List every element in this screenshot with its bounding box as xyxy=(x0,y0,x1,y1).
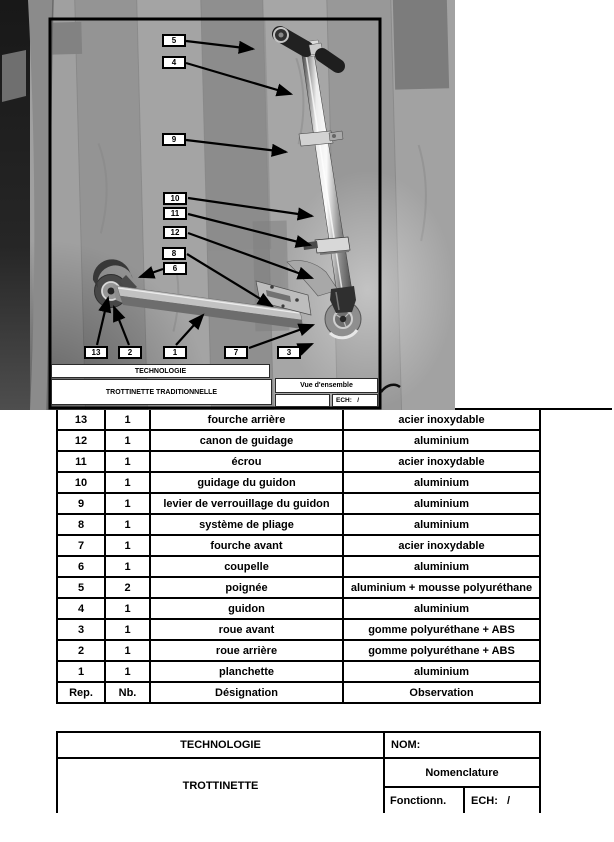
cell-designation: coupelle xyxy=(150,556,343,577)
cell-rep: 1 xyxy=(57,661,105,682)
callout-13: 13 xyxy=(84,346,108,359)
callout-12: 12 xyxy=(163,226,187,239)
cell-designation: canon de guidage xyxy=(150,430,343,451)
title-block-name-label: NOM: xyxy=(391,739,421,751)
title-block xyxy=(56,731,541,813)
cell-nb: 1 xyxy=(105,472,150,493)
table-row xyxy=(57,493,540,514)
cell-designation: guidage du guidon xyxy=(150,472,343,493)
cell-observation: aluminium + mousse polyuréthane xyxy=(343,577,540,598)
table-row xyxy=(57,661,540,682)
cell-observation: aluminium xyxy=(343,430,540,451)
cell-designation: levier de verrouillage du guidon xyxy=(150,493,343,514)
cell-nb: 1 xyxy=(105,598,150,619)
table-row xyxy=(57,472,540,493)
cell-observation: aluminium xyxy=(343,556,540,577)
cell-observation: acier inoxydable xyxy=(343,451,540,472)
cell-designation: écrou xyxy=(150,451,343,472)
table-row xyxy=(57,556,540,577)
callout-9: 9 xyxy=(162,133,186,146)
callout-11: 11 xyxy=(163,207,187,220)
cell-designation: roue arrière xyxy=(150,640,343,661)
cell-nb: 1 xyxy=(105,535,150,556)
cell-nb: 2 xyxy=(105,577,150,598)
table-row xyxy=(57,577,540,598)
cell-designation: système de pliage xyxy=(150,514,343,535)
cell-designation: poignée xyxy=(150,577,343,598)
callout-10: 10 xyxy=(163,192,187,205)
photo-title-course: TECHNOLOGIE xyxy=(51,364,270,378)
header-observation: Observation xyxy=(343,682,540,703)
cell-designation: planchette xyxy=(150,661,343,682)
cell-designation: roue avant xyxy=(150,619,343,640)
cell-rep: 10 xyxy=(57,472,105,493)
callout-6: 6 xyxy=(163,262,187,275)
cell-nb: 1 xyxy=(105,640,150,661)
cell-rep: 5 xyxy=(57,577,105,598)
cell-rep: 11 xyxy=(57,451,105,472)
header-nb: Nb. xyxy=(105,682,150,703)
cell-rep: 4 xyxy=(57,598,105,619)
cell-nb: 1 xyxy=(105,661,150,682)
cell-nb: 1 xyxy=(105,430,150,451)
table-row xyxy=(57,619,540,640)
table-row xyxy=(57,598,540,619)
cell-observation: gomme polyuréthane + ABS xyxy=(343,619,540,640)
cell-observation: acier inoxydable xyxy=(343,409,540,430)
title-block-scale-label: ECH: / xyxy=(471,794,511,807)
table-row xyxy=(57,514,540,535)
title-block-doc-type: Nomenclature xyxy=(385,759,539,788)
cell-observation: aluminium xyxy=(343,598,540,619)
cell-observation: aluminium xyxy=(343,493,540,514)
cell-rep: 8 xyxy=(57,514,105,535)
cell-rep: 7 xyxy=(57,535,105,556)
scooter-photo xyxy=(0,0,455,410)
callout-5: 5 xyxy=(162,34,186,47)
cell-rep: 6 xyxy=(57,556,105,577)
title-block-function-label: Fonctionn. xyxy=(385,788,465,813)
title-block-course: TECHNOLOGIE xyxy=(58,733,385,757)
callout-2: 2 xyxy=(118,346,142,359)
table-row xyxy=(57,451,540,472)
cell-rep: 2 xyxy=(57,640,105,661)
callout-8: 8 xyxy=(162,247,186,260)
title-block-project: TROTTINETTE xyxy=(58,759,385,813)
cell-designation: fourche avant xyxy=(150,535,343,556)
cell-rep: 12 xyxy=(57,430,105,451)
table-row xyxy=(57,430,540,451)
cell-rep: 3 xyxy=(57,619,105,640)
table-row xyxy=(57,640,540,661)
callout-4: 4 xyxy=(162,56,186,69)
cell-nb: 1 xyxy=(105,619,150,640)
table-row xyxy=(57,535,540,556)
cell-observation: aluminium xyxy=(343,472,540,493)
cell-observation: aluminium xyxy=(343,514,540,535)
photo-blank-cell xyxy=(275,394,330,407)
header-rep: Rep. xyxy=(57,682,105,703)
cell-nb: 1 xyxy=(105,409,150,430)
cell-designation: fourche arrière xyxy=(150,409,343,430)
nomenclature-table xyxy=(56,408,541,704)
header-designation: Désignation xyxy=(150,682,343,703)
table-row xyxy=(57,409,540,430)
photo-view-label: Vue d'ensemble xyxy=(275,378,378,393)
photo-title-project: TROTTINETTE TRADITIONNELLE xyxy=(51,379,272,405)
cell-nb: 1 xyxy=(105,556,150,577)
cell-nb: 1 xyxy=(105,493,150,514)
callout-3: 3 xyxy=(277,346,301,359)
cell-rep: 13 xyxy=(57,409,105,430)
callout-7: 7 xyxy=(224,346,248,359)
cell-nb: 1 xyxy=(105,451,150,472)
cell-nb: 1 xyxy=(105,514,150,535)
cell-designation: guidon xyxy=(150,598,343,619)
cell-observation: acier inoxydable xyxy=(343,535,540,556)
photo-scale-label: ECH: / xyxy=(332,394,378,407)
cell-rep: 9 xyxy=(57,493,105,514)
callout-1: 1 xyxy=(163,346,187,359)
cell-observation: gomme polyuréthane + ABS xyxy=(343,640,540,661)
table-row-header xyxy=(57,682,540,703)
cell-observation: aluminium xyxy=(343,661,540,682)
